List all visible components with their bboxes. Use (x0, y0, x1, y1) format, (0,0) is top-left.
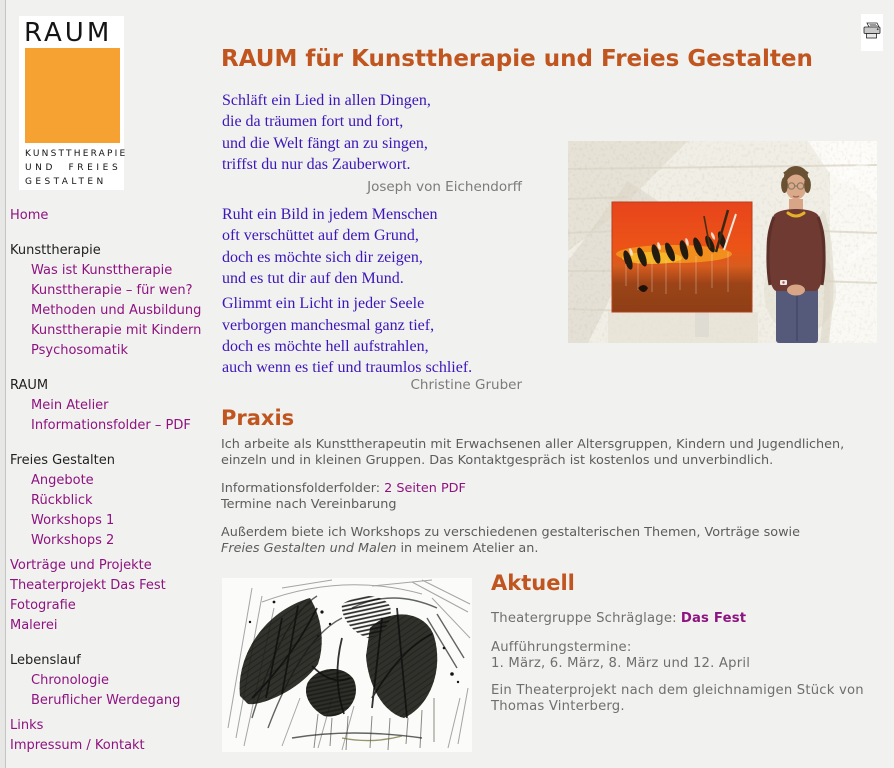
poem-line: und die Welt fängt an zu singen, (222, 134, 428, 152)
printer-icon[interactable] (862, 22, 882, 39)
sidebar-item-impressum-kontakt[interactable]: Impressum / Kontakt (10, 738, 145, 753)
page-title: RAUM für Kunsttherapie und Freies Gestalten (221, 46, 813, 72)
workshops-italic-text: Freies Gestalten und Malen (221, 541, 397, 556)
poem-line: doch es möchte hell aufstrahlen, (222, 337, 429, 355)
poem-author: Joseph von Eichendorff (367, 179, 522, 196)
logo-caption (25, 147, 127, 189)
sidebar-item-vortraege-und-projekte[interactable]: Vorträge und Projekte (10, 558, 152, 573)
poem-line: Schläft ein Lied in allen Dingen, (222, 92, 431, 109)
praxis-intro-line: einzeln und in kleinen Gruppen. Das Kontaktgespräch ist kostenlos und unverbindlich. (221, 453, 774, 468)
poem-line: verborgen manchesmal ganz tief, (222, 316, 435, 334)
poem-stanza (222, 293, 522, 378)
sidebar-item-workshops-2[interactable]: Workshops 2 (31, 533, 115, 548)
praxis-workshops (221, 525, 883, 557)
sidebar-item-rueckblick[interactable]: Rückblick (31, 493, 93, 508)
poem-line: auch wenn es tief und traumlos schlief. (222, 359, 473, 377)
sidebar-item-fotografie[interactable]: Fotografie (10, 598, 76, 613)
poem-line: Glimmt ein Licht in jeder Seele (222, 295, 425, 313)
poem-stanza (222, 204, 522, 289)
sidebar-item-was-ist-kunsttherapie[interactable]: Was ist Kunsttherapie (31, 263, 173, 278)
poem-block (222, 90, 522, 401)
poem-line: und es tut dir auf den Mund. (222, 270, 404, 288)
description-line: Thomas Vinterberg. (491, 699, 625, 714)
info-folder-label: Informationsfolderfolder: (221, 481, 381, 496)
sidebar-item-chronologie[interactable]: Chronologie (31, 673, 109, 688)
sidebar-item-informationsfolder-pdf[interactable]: Informationsfolder – PDF (31, 418, 191, 433)
logo-caption-line: GESTALTEN (25, 177, 107, 187)
praxis-info-line (221, 481, 883, 497)
description-line: Ein Theaterprojekt nach dem gleichnamigen Stück von (491, 682, 864, 698)
sidebar-header-freies-gestalten: Freies Gestalten (10, 453, 115, 468)
logo-wordmark: RAUM (24, 18, 113, 48)
sidebar-header-raum: RAUM (10, 378, 49, 393)
logo-caption-line: UND FREIES (25, 163, 122, 173)
sidebar-item-mein-atelier[interactable]: Mein Atelier (31, 398, 109, 413)
termine-dates: 1. März, 6. März, 8. März und 12. April (491, 656, 751, 671)
logo-orange-square (25, 48, 120, 143)
aktuell-heading: Aktuell (491, 571, 575, 595)
site-logo[interactable] (19, 16, 128, 190)
praxis-intro (221, 437, 883, 469)
workshops-text: in meinem Atelier an. (396, 541, 539, 556)
theater-line (491, 611, 875, 628)
sidebar-item-workshops-1[interactable]: Workshops 1 (31, 513, 115, 528)
praxis-intro-line: Ich arbeite als Kunsttherapeutin mit Erwachsenen aller Altersgruppen, Kindern und Jugendlichen, (221, 437, 845, 452)
termine-label: Aufführungstermine: (491, 639, 632, 655)
theater-label: Theatergruppe Schräglage: (491, 611, 677, 626)
sidebar-header-lebenslauf: Lebenslauf (10, 653, 81, 668)
workshops-text: Außerdem biete ich Workshops zu verschiedenen gestalterischen Themen, Vorträge sowie (221, 525, 800, 540)
logo-caption-line: KUNSTTHERAPIE (25, 149, 128, 159)
praxis-termine-line: Termine nach Vereinbarung (221, 497, 397, 512)
poem-line: triffst du nur das Zauberwort. (222, 155, 411, 173)
theater-description (491, 683, 875, 716)
pdf-link[interactable]: 2 Seiten PDF (384, 481, 466, 496)
poem-line: doch es möchte sich dir zeigen, (222, 248, 423, 266)
sidebar-nav (10, 206, 212, 756)
sidebar-item-kunsttherapie-mit-kindern[interactable]: Kunsttherapie mit Kindern (31, 323, 202, 338)
das-fest-link[interactable]: Das Fest (680, 611, 747, 626)
ink-drawing-image (222, 578, 472, 752)
auffuehrungstermine (491, 640, 875, 673)
poem-author: Christine Gruber (410, 376, 522, 393)
sidebar-item-beruflicher-werdegang[interactable]: Beruflicher Werdegang (31, 693, 181, 708)
sidebar-item-links[interactable]: Links (10, 718, 44, 733)
aktuell-section (491, 570, 875, 716)
sidebar-header-kunsttherapie: Kunsttherapie (10, 243, 101, 258)
poem-line: die da träumen fort und fort, (222, 113, 404, 131)
praxis-section (221, 437, 883, 557)
sidebar-item-methoden-und-ausbildung[interactable]: Methoden und Ausbildung (31, 303, 202, 318)
sidebar-item-home[interactable]: Home (10, 208, 49, 223)
praxis-heading: Praxis (221, 406, 295, 430)
poem-stanza (222, 90, 522, 175)
poem-line: oft verschüttet auf dem Grund, (222, 227, 419, 245)
sidebar-item-malerei[interactable]: Malerei (10, 618, 58, 633)
sidebar-item-angebote[interactable]: Angebote (31, 473, 94, 488)
sidebar-item-theaterprojekt-das-fest[interactable]: Theaterprojekt Das Fest (10, 578, 166, 593)
sidebar-item-kunsttherapie-fuer-wen[interactable]: Kunsttherapie – für wen? (31, 283, 193, 298)
window-left-edge (0, 0, 6, 768)
poem-line: Ruht ein Bild in jedem Menschen (222, 206, 438, 224)
orange-painting (612, 202, 752, 312)
sidebar-item-psychosomatik[interactable]: Psychosomatik (31, 343, 129, 358)
atelier-portrait-photo (568, 141, 877, 343)
